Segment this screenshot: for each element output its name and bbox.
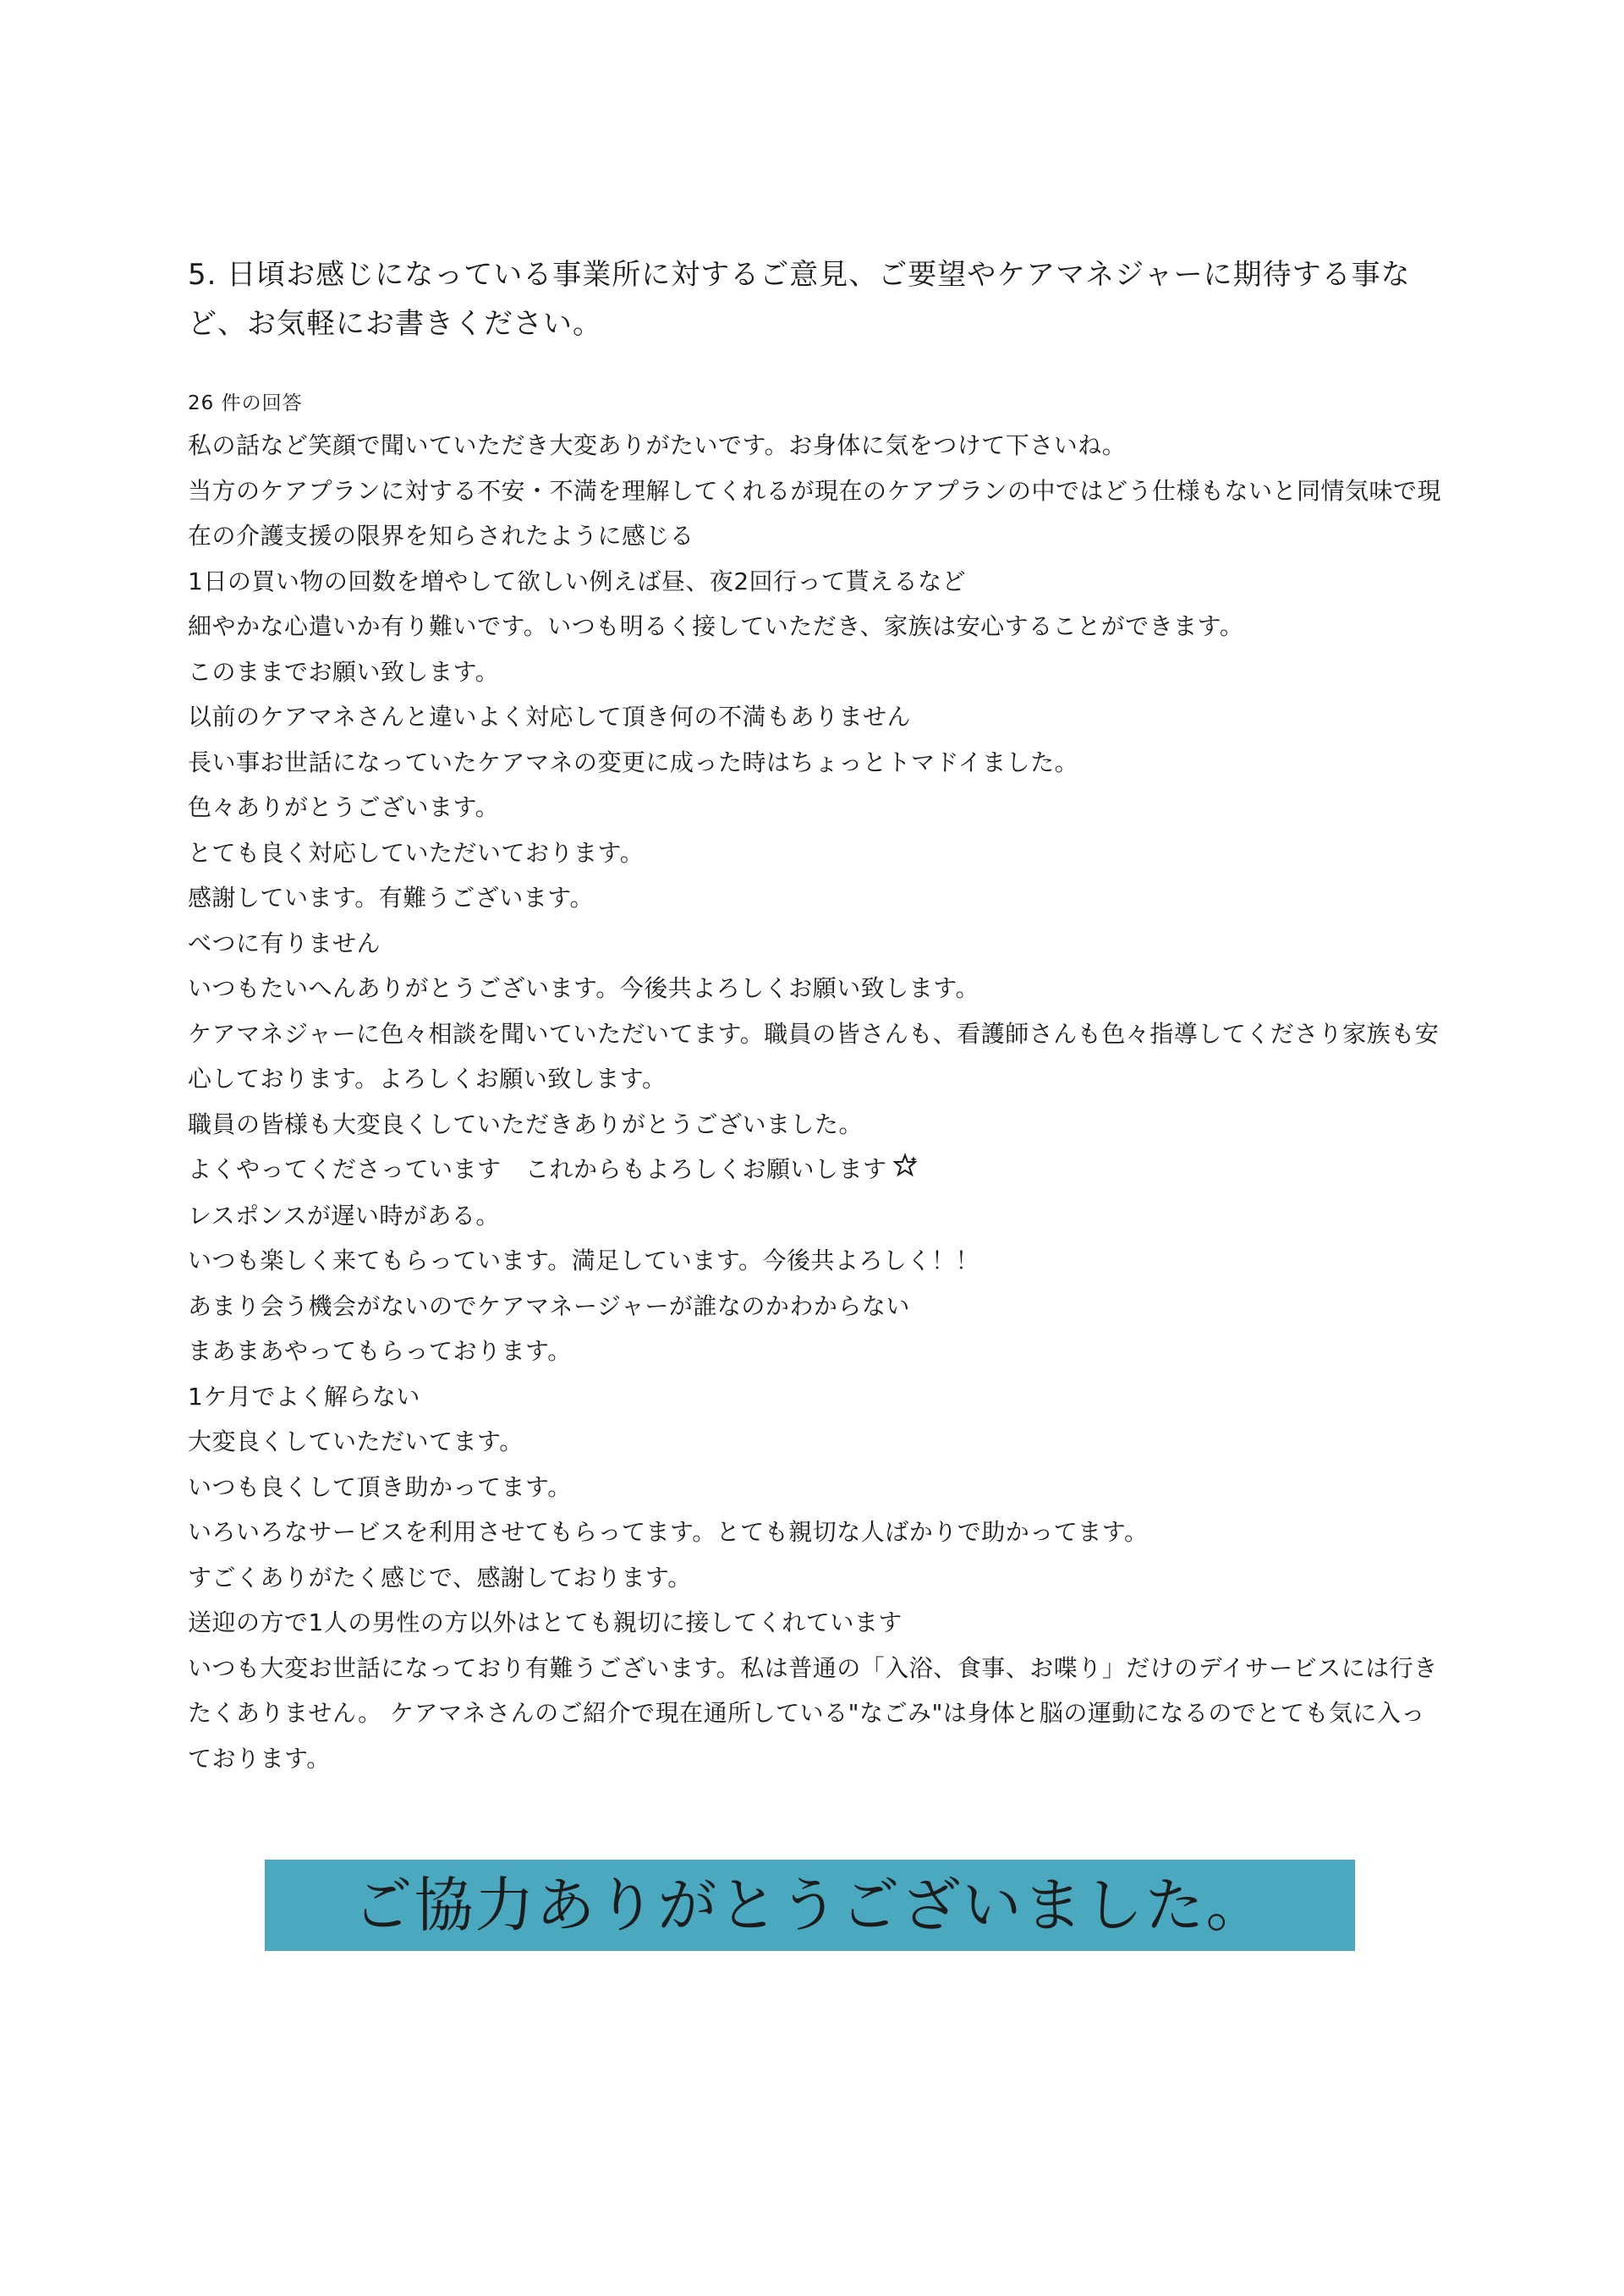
response-item: いつも良くして頂き助かってます。: [188, 1472, 572, 1501]
response-item: レスポンスが遅い時がある。: [188, 1201, 500, 1230]
response-item: いつも大変お世話になっており有難うございます。私は普通の「入浴、食事、お喋り」だけのデイサービスには行きたくありません。 ケアマネさんのご紹介で現在通所している"なごみ"は身体と脳の運動になるのでとても気に入っております。: [188, 1653, 1438, 1773]
response-item: ケアマネジャーに色々相談を聞いていただいてます。職員の皆さんも、看護師さんも色々指導してくださり家族も安心しております。よろしくお願い致します。: [188, 1019, 1440, 1093]
response-item-with-star: [188, 1147, 1448, 1193]
closing-banner: [265, 1860, 1355, 1951]
response-item: 送迎の方で1人の男性の方以外はとても親切に接してくれています: [188, 1608, 903, 1637]
closing-text: ご協力ありがとうございました。: [353, 1871, 1267, 1940]
response-item: 感謝しています。有難うございます。: [188, 884, 595, 912]
response-count: 26 件の回答: [188, 392, 303, 414]
response-item: 私の話など笑顔で聞いていただき大変ありがたいです。お身体に気をつけて下さいね。: [188, 431, 1127, 459]
response-item: 職員の皆様も大変良くしていただきありがとうございました。: [188, 1110, 864, 1138]
response-item: 大変良くしていただいてます。: [188, 1427, 524, 1456]
sparkle-star-icon: [891, 1148, 919, 1193]
response-item: いつもたいへんありがとうございます。今後共よろしくお願い致します。: [188, 974, 980, 1002]
response-item: 1日の買い物の回数を増やして欲しい例えば昼、夜2回行って貰えるなど: [188, 567, 967, 595]
response-item: 1ケ月でよく解らない: [188, 1382, 420, 1411]
response-item: すごくありがたく感じで、感謝しております。: [188, 1563, 692, 1592]
response-item: いろいろなサービスを利用させてもらってます。とても親切な人ばかりで助かってます。: [188, 1518, 1149, 1547]
response-item: 長い事お世話になっていたケアマネの変更に成った時はちょっとトマドイました。: [188, 748, 1079, 776]
response-item: 以前のケアマネさんと違いよく対応して頂き何の不満もありません: [188, 703, 912, 731]
response-item: 当方のケアプランに対する不安・不満を理解してくれるが現在のケアプランの中ではどう仕様もないと同情気味で現在の介護支援の限界を知らされたように感じる: [188, 476, 1442, 550]
response-item: べつに有りません: [188, 929, 381, 957]
response-item-text: よくやってくださっています これからもよろしくお願いします: [188, 1155, 887, 1183]
question-heading: 5. 日頃お感じになっている事業所に対するご意見、ご要望やケアマネジャーに期待する事など、お気軽にお書きください。: [188, 258, 1411, 341]
response-item: 細やかな心遣いか有り難いです。いつも明るく接していただき、家族は安心することができます。: [188, 612, 1244, 640]
response-item: いつも楽しく来てもらっています。満足しています。今後共よろしく！！: [188, 1247, 980, 1275]
response-item: 色々ありがとうございます。: [188, 793, 500, 821]
response-item: あまり会う機会がないのでケアマネージャーが誰なのかわからない: [188, 1291, 910, 1320]
response-item: まあまあやってもらっております。: [188, 1337, 572, 1366]
response-item: このままでお願い致します。: [188, 657, 500, 686]
response-list: [188, 423, 1448, 1781]
response-item: とても良く対応していただいております。: [188, 838, 645, 867]
